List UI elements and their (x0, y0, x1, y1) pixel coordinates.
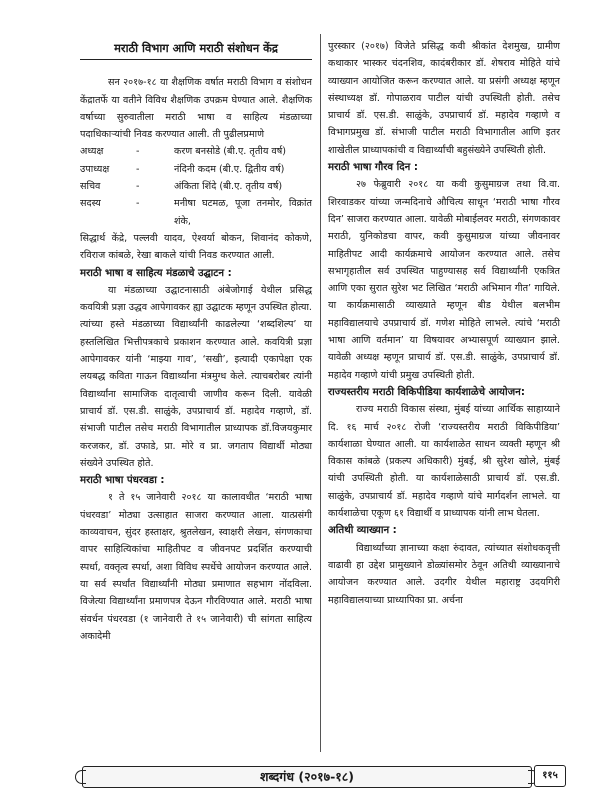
right-column (328, 38, 560, 609)
member-name: मनीषा घटमळ, पूजा तनमोर, विक्रांत शंके, (174, 198, 312, 227)
page-footer (72, 766, 566, 786)
office-row-president (80, 143, 312, 160)
dash: - (136, 146, 140, 158)
page-number: ११५ (534, 765, 566, 787)
inauguration-paragraph: या मंडळाच्या उद्घाटनासाठी अंबेजोगाई येथील प्रसिद्ध कवयित्री प्रज्ञा उद्धव आपेगावकर ह्या उद्घाटक म्हणून उपस्थित होत्या. त्यांच्या हस्ते मंडळाच्या विद्यार्थ्यांनी काढलेल्या ‘शब्दशिल्प’ या हस्तलिखित भित्तीपत्रकाचे प्रकाशन करण्यात आले. कवयित्री प्रज्ञा आपेगावकर यांनी ‘माझ्या गाव’, ‘सखी’, इत्यादी एकापेक्षा एक लयबद्ध कविता गाऊन विद्यार्थ्यांना मंत्रमुग्ध केले. त्याचबरोबर त्यांनी विद्यार्थ्यांना सामाजिक दातृत्वाची जाणीव करून दिली. यावेळी प्राचार्य डॉ. एस.डी. साळुंके, उपप्राचार्य डॉ. महादेव गव्हाणे, डॉ. संभाजी पाटील तसेच मराठी विभागातील प्राध्यापक डॉ.विजयकुमार करजकर, डॉ. उफाडे, प्रा. मोरे व प्रा. जगताप विद्यार्थी मोठ्या संख्येने उपस्थित होते. (80, 284, 312, 469)
footer-title: शब्दगंध (२०१७-१८) (260, 769, 354, 784)
heading-fortnight: मराठी भाषा पंधरवडा : (80, 475, 165, 487)
pride-day-paragraph: २७ फेब्रुवारी २०१८ या कवी कुसुमाग्रज तथा वि.वा. शिरवाडकर यांच्या जन्मदिनाचे औचित्य साधून ‘मराठी भाषा गौरव दिन’ साजरा करण्यात आला. यावेळी मोबाईलवर मराठी, संगणकावर मराठी, युनिकोडचा वापर, कवी कुसुमाग्रज यांच्या जीवनावर माहितीपट आदी कार्यक्रमाचे आयोजन करण्यात आले. तसेच सभागृहातील सर्व उपस्थित पाहुण्यासह सर्व विद्यार्थ्यांनी एकत्रित आणि एका सुरात सुरेश भट लिखित ‘मराठी अभिमान गीत’ गायिले. या कार्यक्रमासाठी व्याख्याते म्हणून बीड येथील बलभीम महाविद्यालयाचे उपप्राचार्य डॉ. गणेश मोहिते लाभले. त्यांचे ‘मराठी भाषा आणि वर्तमान’ या विषयावर अभ्यासपूर्ण व्याख्यान झाले. यावेळी अध्यक्ष म्हणून प्राचार्य डॉ. एस.डी. साळुंके, उपप्राचार्य डॉ. महादेव गव्हाणे यांची प्रमुख उपस्थिती होती. (328, 179, 561, 381)
role-label: सचिव (80, 181, 101, 193)
heading-pride-day: मराठी भाषा गौरव दिन : (328, 162, 418, 174)
office-row-members (80, 195, 312, 230)
section-title: मराठी विभाग आणि मराठी संशोधन केंद्र (80, 40, 312, 60)
dash: - (136, 163, 140, 175)
member-name: करण बनसोडे (बी.ए. तृतीय वर्ष) (174, 146, 287, 158)
dash: - (136, 198, 140, 210)
office-row-vice-president (80, 161, 312, 178)
heading-guest-lecture: अतिथी व्याख्यान : (328, 525, 397, 537)
role-label: अध्यक्ष (80, 146, 104, 158)
footer-banner (82, 766, 532, 788)
guest-lecture-paragraph: विद्यार्थ्यांच्या ज्ञानाच्या कक्षा रुंदावत, त्यांच्यात संशोधकवृत्ती वाढावी हा उद्देश प्रामुख्याने डोळ्यांसमोर ठेवून अतिथी व्याख्यानाचे आयोजन करण्यात आले. उदगीर येथील महाराष्ट्र उदयगिरी महाविद्यालयाच्या प्राध्यापिका प्रा. अर्चना (328, 542, 560, 606)
wikipedia-workshop-paragraph: राज्य मराठी विकास संस्था, मुंबई यांच्या आर्थिक साहाय्याने दि. १६ मार्च २०१८ रोजी ‘राज्यस्तरीय मराठी विकिपीडिया’ कार्यशाळा घेण्यात आली. या कार्यशाळेत साधन व्यक्ती म्हणून श्री विकास कांबळे (प्रकल्प अधिकारी) मुंबई, श्री सुरेश खोले, मुंबई यांची उपस्थिती होती. या कार्यशाळेसाठी प्राचार्य डॉ. एस.डी. साळुंके, उपप्राचार्य डॉ. महादेव गव्हाणे यांचे मार्गदर्शन लाभले. या कार्यशाळेचा एकूण ६१ विद्यार्थी व प्राध्यापक यांनी लाभ घेतला. (328, 404, 560, 520)
members-continued: सिद्धार्थ केंद्रे, पल्लवी यादव, ऐश्वर्या बोकन, शिवानंद कोकणे, रविराज कांबळे, रेखा बाकले यांची निवड करण्यात आली. (80, 232, 312, 262)
office-bearers-list (80, 143, 312, 229)
left-column (80, 38, 312, 645)
role-label: उपाध्यक्ष (80, 163, 110, 175)
role-label: सदस्य (80, 198, 101, 210)
member-name: अंकिता शिंदे (बी.ए. तृतीय वर्ष) (174, 181, 283, 193)
heading-inauguration: मराठी भाषा व साहित्य मंडळाचे उद्घाटन : (80, 267, 232, 279)
member-name: नंदिनी कदम (बी.ए. द्वितीय वर्ष) (174, 163, 285, 175)
fortnight-paragraph: १ ते १५ जानेवारी २०१८ या कालावधीत ‘मराठी भाषा पंधरवडा’ मोठ्या उत्साहात साजरा करण्यात आला. यात्प्रसंगी काव्यवाचन, सुंदर हस्ताक्षर, श्रुतलेखन, स्वाक्षरी लेखन, संगणकाचा वापर साहित्यिकांचा माहितीपट व जीवनपट प्रदर्शित करण्याची स्पर्धा, वक्तृत्व स्पर्धा, अशा विविध स्पर्धेचे आयोजन करण्यात आले. या सर्व स्पर्धांत विद्यार्थ्यांनी मोठ्या प्रमाणात सहभाग नोंदविला. विजेत्या विद्यार्थ्यांना प्रमाणपत्र देऊन गौरविण्यात आले. मराठी भाषा संवर्धन पंधरवडा (१ जानेवारी ते १५ जानेवारी) ची सांगता साहित्य अकादेमी (80, 492, 312, 642)
heading-wikipedia-workshop: राज्यस्तरीय मराठी विकिपीडिया कार्यशाळेचे आयोजन: (328, 386, 525, 398)
office-row-secretary (80, 178, 312, 195)
fortnight-continued: पुरस्कार (२०१७) विजेते प्रसिद्ध कवी श्रीकांत देशमुख, ग्रामीण कथाकार भास्कर चंदनशिव, कादंबरीकार डॉ. शेषराव मोहिते यांचे व्याख्यान आयोजित करून करण्यात आले. या प्रसंगी अध्यक्ष म्हणून संस्थाध्यक्ष डॉ. गोपाळराव पाटील यांची उपस्थिती होती. तसेच प्राचार्य डॉ. एस.डी. साळुंके, उपप्राचार्य डॉ. महादेव गव्हाणे व विभागप्रमुख डॉ. संभाजी पाटील मराठी विभागातील आणि इतर शाखेतील प्राध्यापकांची व विद्यार्थ्यांची बहुसंख्येने उपस्थिती होती. (328, 41, 560, 156)
dash: - (136, 181, 140, 193)
intro-paragraph: सन २०१७-१८ या शैक्षणिक वर्षात मराठी विभाग व संशोधन केंद्रातर्फे या वतीने विविध शैक्षणिक उपक्रम घेण्यात आले. शैक्षणिक वर्षाच्या सुरुवातीला मराठी भाषा व साहित्य मंडळाच्या पदाधिकाऱ्यांची निवड करण्यात आली. ती पुढीलप्रमाणे (80, 77, 312, 141)
column-divider (320, 34, 321, 752)
